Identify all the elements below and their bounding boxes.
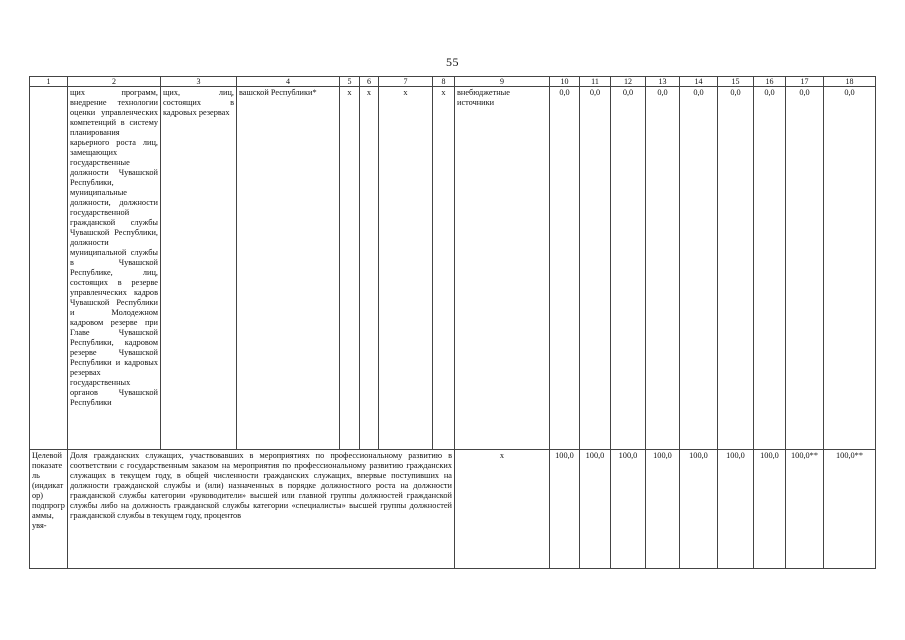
header-cell: 11: [580, 77, 611, 87]
cell-funding-source: внебюджетные источники: [455, 87, 550, 450]
cell-activity-name: щих программ, внедрение технологии оценки управленческих компетенций в систему планирования карьерного роста лиц, замещающих государственные должности Чувашской Республики, муниципальные должности, должности государственной гражданской службы Чувашской Республики, должности муниципальной службы в Чувашской Республике, лиц, состоящих в резерве управленческих кадров Чувашской Республики и Молодежном кадровом резерве при Главе Чувашской Республики, кадровом резерве Чувашской Республики и кадровых резервах государственных органов Чувашской Республики: [68, 87, 161, 450]
cell-task: щих, лиц, состоящих в кадровых резервах: [161, 87, 237, 450]
header-cell: 10: [550, 77, 580, 87]
cell-value: 100,0: [680, 450, 718, 569]
cell-value: 100,0**: [824, 450, 876, 569]
header-cell: 5: [340, 77, 360, 87]
cell-value: 0,0: [786, 87, 824, 450]
cell-value: 0,0: [580, 87, 611, 450]
cell-funding-source: х: [455, 450, 550, 569]
header-cell: 16: [754, 77, 786, 87]
cell-code: х: [379, 87, 433, 450]
cell-executor: вашской Республики*: [237, 87, 340, 450]
header-cell: 13: [646, 77, 680, 87]
header-row: [30, 77, 876, 87]
page-number: 55: [446, 55, 459, 69]
header-cell: 8: [433, 77, 455, 87]
cell-value: 0,0: [646, 87, 680, 450]
header-cell: 1: [30, 77, 68, 87]
header-cell: 18: [824, 77, 876, 87]
header-cell: 3: [161, 77, 237, 87]
cell-value: 0,0: [680, 87, 718, 450]
cell-indicator-text: Доля гражданских служащих, участвовавших в мероприятиях по профессиональному развитию в соответствии с государственным заказом на мероприятия по профессиональному развитию гражданских служащих в текущем году, в общей численности гражданских служащих, впервые поступивших на должности гражданской службы и (или) назначенных в порядке должностного роста на должности гражданской службы категории «руководители» высшей или главной группы должностей гражданской службы либо на должность гражданской службы категории «специалисты» высшей группы должностей гражданской службы в текущем году, процентов: [68, 450, 455, 569]
table-row: [30, 87, 876, 450]
cell-code: х: [433, 87, 455, 450]
header-cell: 2: [68, 77, 161, 87]
cell-value: 0,0: [550, 87, 580, 450]
cell-value: 100,0: [718, 450, 754, 569]
cell-value: 0,0: [754, 87, 786, 450]
header-cell: 14: [680, 77, 718, 87]
table-row: [30, 450, 876, 569]
cell-value: 100,0: [550, 450, 580, 569]
cell-value: 0,0: [718, 87, 754, 450]
cell-value: 100,0: [611, 450, 646, 569]
header-cell: 15: [718, 77, 754, 87]
header-cell: 7: [379, 77, 433, 87]
header-cell: 17: [786, 77, 824, 87]
header-cell: 12: [611, 77, 646, 87]
program-table: [29, 76, 876, 569]
cell-status: [30, 87, 68, 450]
header-cell: 9: [455, 77, 550, 87]
cell-value: 100,0: [580, 450, 611, 569]
cell-value: 0,0: [611, 87, 646, 450]
cell-code: х: [360, 87, 379, 450]
header-cell: 6: [360, 77, 379, 87]
cell-indicator-label: Целевой показатель (индикатор) подпрограммы, увя-: [30, 450, 68, 569]
header-cell: 4: [237, 77, 340, 87]
cell-value: 100,0: [646, 450, 680, 569]
cell-value: 0,0: [824, 87, 876, 450]
cell-code: х: [340, 87, 360, 450]
cell-value: 100,0**: [786, 450, 824, 569]
cell-value: 100,0: [754, 450, 786, 569]
